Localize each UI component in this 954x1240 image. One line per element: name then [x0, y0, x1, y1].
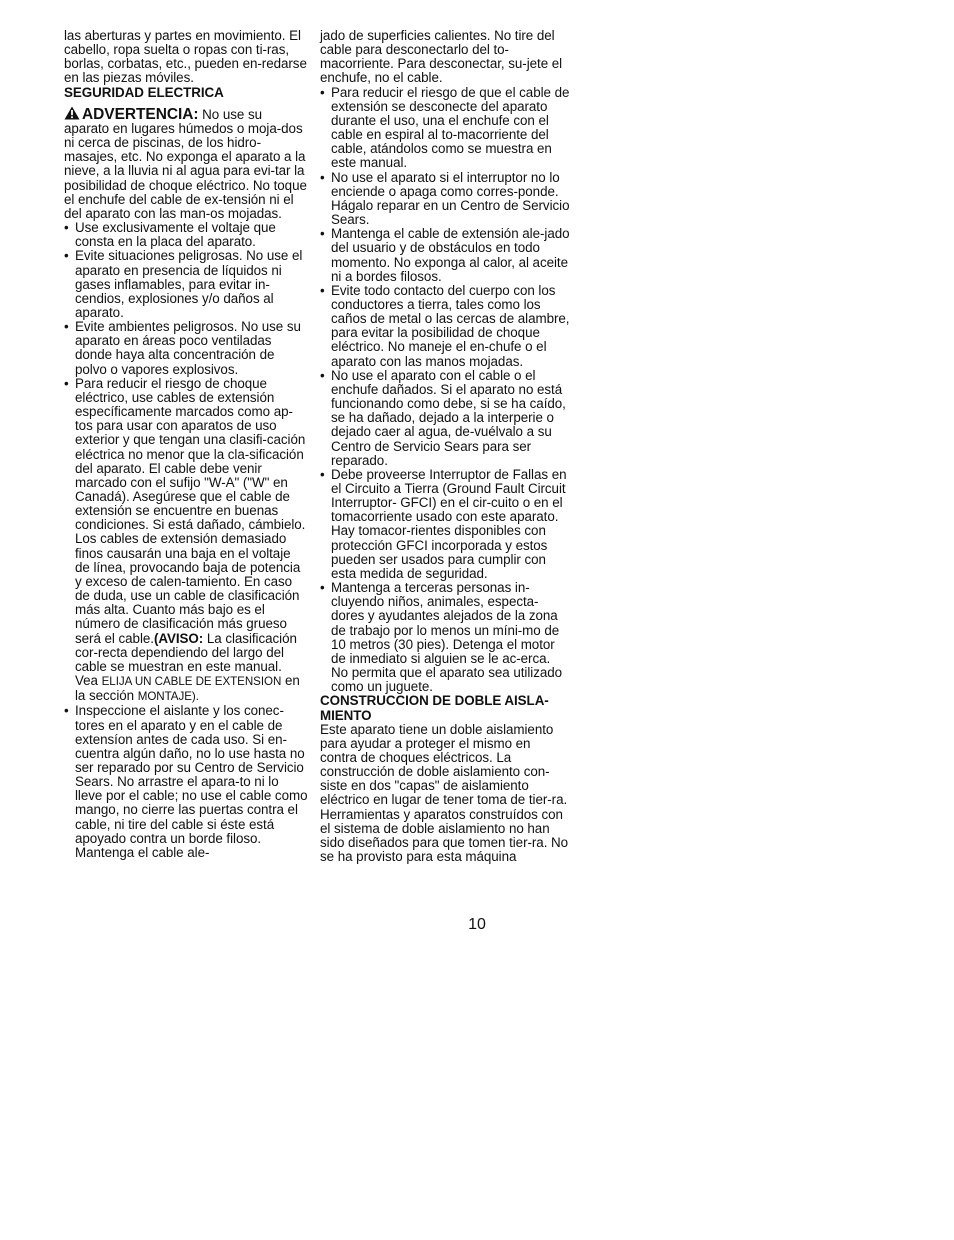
page-number — [0, 916, 954, 934]
aviso-label: (AVISO: — [153, 630, 204, 646]
warning-paragraph — [64, 106, 308, 221]
list-item: • Evite todo contacto del cuerpo con los conductores a tierra, tales como los caños de metal o las cercas de alambre, para evitar la posibilidad de choque eléctrico. No maneje el en-chufe o el aparato con las manos mojadas. — [320, 284, 570, 369]
intro-paragraph: las aberturas y partes en movimiento. El cabello, ropa suelta o ropas con ti-ras, borlas, corbatas, etc., pueden en-redarse en las piezas móviles. — [64, 28, 307, 86]
continuation-paragraph: jado de superficies calientes. No tire del cable para desconectarlo del to-macorriente. Para desconectar, su-jete el enchufe, no el cable. — [320, 28, 563, 86]
heading-seguridad-electrica: SEGURIDAD ELECTRICA — [64, 84, 224, 100]
list-item: • Mantenga a terceras personas in-cluyendo niños, animales, especta-dores y ayudantes alejados de la zona de trabajo por lo menos un míni-mo de 10 metros (30 pies). Detenga el motor de inmediato si alguien se le ac-erca. No permita que el aparato sea utilizado como un juguete. — [320, 581, 570, 694]
left-bullet-list — [64, 221, 308, 860]
heading-doble-aislamiento: CONSTRUCCION DE DOBLE AISLA-MIENTO — [320, 693, 549, 723]
list-item: • Evite situaciones peligrosas. No use el aparato en presencia de líquidos ni gases inflamables, para evitar in-cendios, explosiones y/o daños al aparato. — [64, 249, 308, 320]
warning-triangle-icon — [64, 106, 80, 120]
list-item: • Debe proveerse Interruptor de Fallas en el Circuito a Tierra (Ground Fault Circuit Interruptor- GFCI) en el cir-cuito o en el tomacorriente usado con este aparato. Hay tomacor-rientes disponibles con protección GFCI incorporada y estos pueden ser usados para cumplir con esta medida de seguridad. — [320, 468, 570, 581]
right-bullet-list — [320, 86, 570, 695]
cable-text-2: La clasificación cor-recta dependiendo del largo del cable se muestran en este manual. Vea — [75, 630, 297, 689]
warning-text: No use su aparato en lugares húmedos o moja-dos ni cerca de piscinas, de los hidro-masajes, etc. No exponga el aparato a la nieve, a la lluvia ni al agua para evi-tar la posibilidad de choque eléctrico. No toque el enchufe del cable de ex-tensión ni el del aparato con las man-os mojadas. — [64, 106, 307, 221]
list-item: • Inspeccione el aislante y los conec-tores en el aparato y en el cable de extensíon antes de cada uso. Si en-cuentra algún daño, no lo use hasta no ser reparado por su Centro de Servicio Sears. No arrastre el apara-to ni lo lleve por el cable; no use el cable como mango, no cierre las puertas contra el cable, ni tire del cable si éste está apoyado contra un borde filoso. Mantenga el cable ale- — [64, 704, 308, 860]
cable-text-3: en la sección — [75, 673, 300, 704]
warning-label: ADVERTENCIA: — [82, 105, 199, 123]
list-item: • Use exclusivamente el voltaje que consta en la placa del aparato. — [64, 221, 308, 249]
list-item: • Evite ambientes peligrosos. No use su aparato en áreas poco ventiladas donde haya alta concentración de polvo o vapores explosivos. — [64, 320, 308, 377]
doble-aislamiento-paragraph: Este aparato tiene un doble aislamiento para ayudar a proteger el mismo en contra de choques eléctricos. La construcción de doble aislamiento con-siste en dos "capas" de aislamiento eléctrico en lugar de tener toma de tier-ra. Herramientas y aparatos construídos con el sistema de doble aislamiento no han sido diseñados para que tomen tier-ra. No se ha provisto para esta máquina — [320, 721, 569, 865]
list-item: • No use el aparato con el cable o el enchufe dañados. Si el aparato no está funcionando como debe, si se ha caído, se ha dañado, dejado a la interperie o dejado caer al agua, de-vuélvalo a su Centro de Servicio Sears para ser reparado. — [320, 369, 570, 468]
page-number-text: 10 — [468, 916, 486, 933]
cable-ref-elija: ELIJA UN CABLE DE EXTENSION — [101, 675, 282, 689]
list-item: • No use el aparato si el interruptor no lo enciende o apaga como corres-ponde. Hágalo reparar en un Centro de Servicio Sears. — [320, 171, 570, 228]
list-item: • Para reducir el riesgo de que el cable de extensión se desconecte del aparato durante el uso, una el enchufe con el cable en espiral al to-macorriente del cable, atándolos como se muestra en este manual. — [320, 86, 570, 171]
left-column — [64, 29, 308, 860]
cable-text-1: Para reducir el riesgo de choque eléctrico, use cables de extensión específicamente marcados como ap-tos para usar con aparatos de uso exterior y que tengan una clasifi-cación eléctrica no menor que la cla-sificación del aparato. El cable debe venir marcado con el sufijo "W-A" ("W" en Canadá). Asegúrese que el cable de extensión se encuentre en buenas condiciones. Si está dañado, cámbielo. Los cables de extensión demasiado finos causarán una baja en el voltaje de línea, provocando baja de potencia y exceso de calen-tamiento. En caso de duda, use un cable de clasificación más alta. Cuanto más bajo es el número de clasificación más grueso será el cable. — [75, 375, 306, 646]
right-column — [320, 29, 570, 864]
list-item: • Mantenga el cable de extensión ale-jado del usuario y de obstáculos en todo momento. No exponga al calor, al aceite ni a bordes filosos. — [320, 227, 570, 284]
list-item-extension-cable — [64, 377, 308, 705]
cable-ref-montaje: MONTAJE). — [137, 690, 199, 704]
